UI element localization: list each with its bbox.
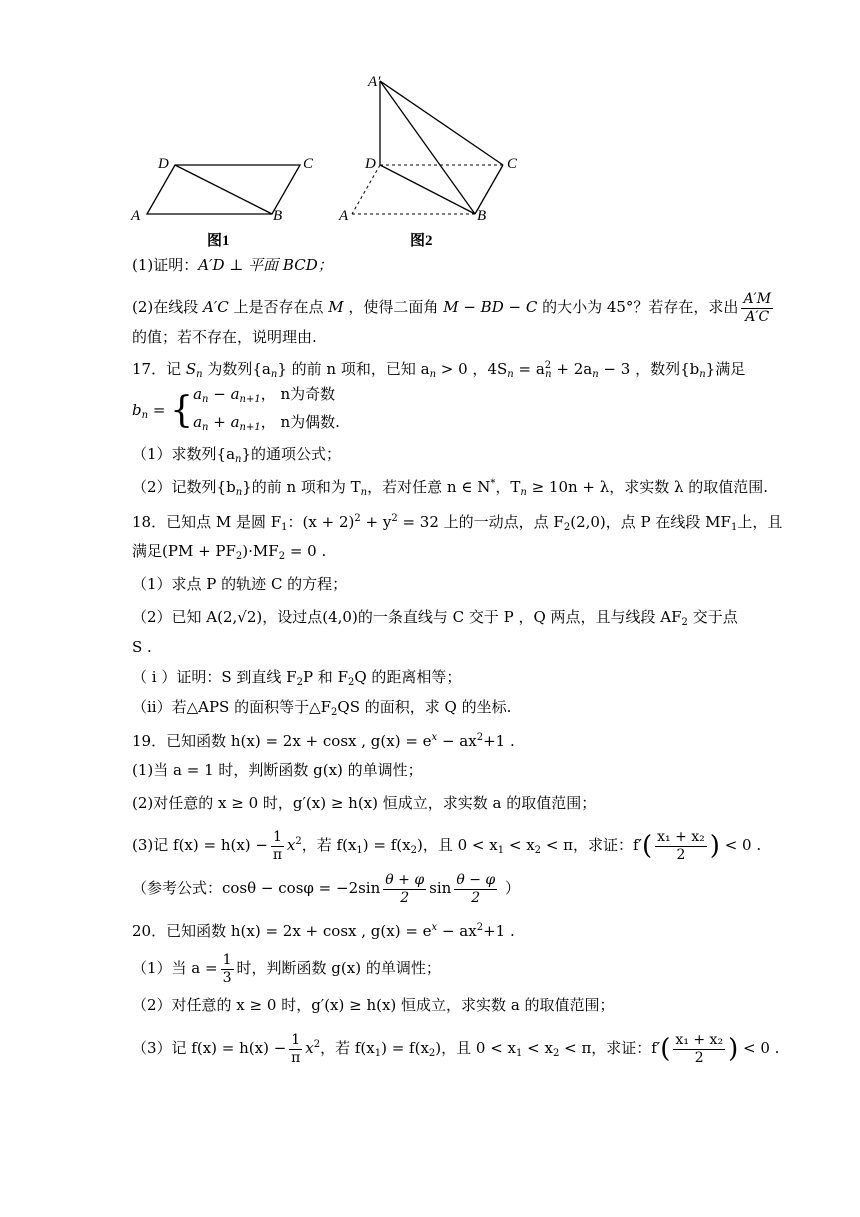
- q18-s-c: + y: [360, 513, 392, 531]
- q18-s2-c: = 0 .: [285, 542, 327, 560]
- q17-part1: （1）求数列$\{a_n\}$的通项公式；: [132, 445, 342, 465]
- q17-s-a: 记: [166, 360, 186, 378]
- q20-p3-e: )，且 0 < x: [435, 1039, 517, 1057]
- q19-ref-c: ）: [500, 879, 520, 897]
- q16-part1-text: (1)证明：: [132, 256, 199, 274]
- q20-part1: [132, 948, 441, 988]
- q17-case1-a: a: [193, 385, 203, 403]
- q16-part1-math: A′D ⊥ 平面 BCD；: [198, 256, 333, 274]
- q20-p1-a: （1）当 a =: [132, 959, 218, 977]
- q20-fn: 1: [222, 951, 232, 968]
- q19-p3-d: ) = f(x: [362, 836, 411, 854]
- q18-s-d: = 32 上的一动点，点 F: [397, 513, 564, 531]
- q18-part2-i: （ i ）证明：S 到直线 $F_2P$ 和 $F_2Q$ 的距离相等；: [132, 668, 462, 688]
- q19-f2d: 2: [676, 846, 686, 863]
- q17-s-g: 4S: [487, 360, 508, 378]
- q20-frac2: $\frac{\text{x₁ + x₂}}{2}$: [675, 1031, 724, 1066]
- fig2-label-d: D: [365, 156, 376, 172]
- q18-ii-b: QS 的面积，求 Q 的坐标.: [337, 698, 512, 716]
- q17-p1: （1）求数列{a: [132, 445, 236, 463]
- q19-frac2: [655, 829, 707, 864]
- q17-s-k: }满足: [705, 360, 746, 378]
- q16-p2-d: M: [328, 298, 344, 316]
- q20-p1-b: 时，判断函数 g(x) 的单调性；: [236, 959, 441, 977]
- q18-s2: 满足(PM + PF: [132, 542, 236, 560]
- q19-f2n: x₁ + x₂: [657, 828, 705, 845]
- fig2-label-a: A: [339, 208, 349, 224]
- q19-s: 已知函数 h(x) = 2x + cosx , g(x) = e: [166, 732, 432, 750]
- q20-frac1: $\frac{1}{\pi}$: [291, 1031, 301, 1066]
- q17-part2: （2）记数列$\{b_n\}$的前 n 项和为 $T_n$，若对任意 n ∈ N*，$T_n \ge 10n + \lambda$，求实数 λ 的取值范围.: [132, 478, 769, 498]
- q19-part2: [132, 792, 596, 814]
- q18-s: 已知点 M 是圆 F: [166, 513, 282, 531]
- q17-s-e: } 的前 n 项和，已知 a: [277, 360, 430, 378]
- q16-p2-b: A′C: [203, 298, 229, 316]
- q17-stem: 17．记 $S_n$ 为数列$\{a_n\}$ 的前 n 项和，已知 $a_n > 0$ ，$4S_n = a^2_n + 2a_n - 3$ ，数列$\{b_n\}$满足: [132, 360, 746, 380]
- q17-s-d: 为数列{a: [202, 360, 271, 378]
- q19-p3-g: < π，求证：f′: [541, 836, 642, 854]
- geometry-figures: [125, 64, 545, 254]
- q17-p2-b: }的前 n 项和为 T: [242, 478, 361, 496]
- q20-p3-h: < 0 .: [738, 1039, 780, 1057]
- q17-p1-b: }的通项公式；: [241, 445, 342, 463]
- q19-part3: (3)记 f(x) = h(x) − $\frac{1}{\pi}$ $x^2$，若 $f(x_1) = f(x_2)$，且 $0 < x_1 < x_2 < \pi$，求证：f′( $\frac{\text{x₁ + x₂}}{2}$ ) < 0 .: [132, 828, 762, 863]
- q19-p3-e: )，且 0 < x: [416, 836, 498, 854]
- q16-part2: [132, 287, 776, 327]
- q19-number: 19．: [132, 732, 167, 750]
- q19-p3-c: ，若 f(x: [301, 836, 357, 854]
- q16-frac-num: A′M: [743, 290, 772, 307]
- q18-ii: （ii）若△APS 的面积等于△F: [132, 698, 332, 716]
- q20-stem: 20．已知函数 h(x) = 2x + cosx , $g(x) = e^x - ax^2+1$ .: [132, 922, 515, 940]
- figure-2: [338, 74, 518, 249]
- q19-s-c: +1 .: [483, 732, 515, 750]
- q20-p3-a: （3）记 f(x) = h(x) −: [132, 1039, 287, 1057]
- q19-rf2d: 2: [471, 889, 481, 906]
- q16-p2-a: (2)在线段: [132, 298, 204, 316]
- q19-frac1: [271, 829, 284, 864]
- q16-part2-cont: [132, 326, 317, 348]
- figure-1: [130, 156, 314, 249]
- q17-cases: $b_n$ = { $a_n - a_{n+1}$， n为奇数 $a_n + a_{n+1}$， n为偶数.: [132, 385, 340, 433]
- q20-p3-c: ，若 f(x: [320, 1039, 375, 1057]
- q17-p2-d: ，T: [495, 478, 521, 496]
- q19-ref-a: （参考公式：cosθ − cosφ = −2sin: [132, 879, 381, 897]
- q17-case1-rest: ， n为奇数: [260, 385, 336, 403]
- q19-stem: 19．已知函数 h(x) = 2x + cosx , $g(x) = e^x - ax^2+1$ .: [132, 732, 515, 750]
- q17-p2: （2）记数列{b: [132, 478, 236, 496]
- q18-part2-cont: [132, 636, 152, 658]
- fig2-label-c: C: [507, 156, 518, 172]
- q17-s-b: S: [185, 360, 197, 378]
- q18-s2-b: )·MF: [242, 542, 279, 560]
- q16-frac-den: A′C: [745, 308, 770, 325]
- q18-number: 18．: [132, 513, 167, 531]
- q18-part1: [132, 573, 347, 595]
- q20-p3-f: < x: [522, 1039, 553, 1057]
- q20-p3-b: x: [305, 1039, 314, 1057]
- q18-p1: （1）求点 P 的轨迹 C 的方程；: [132, 575, 348, 593]
- q19-p2: (2)对任意的 x ≥ 0 时，g′(x) ≥ h(x) 恒成立，求实数 a 的取值范围；: [132, 794, 597, 812]
- q19-f1d: π: [272, 846, 283, 863]
- q16-p2-e: ，使得二面角: [343, 298, 444, 316]
- q18-i: （ i ）证明：S 到直线 F: [132, 668, 297, 686]
- q20-part2: [132, 994, 615, 1016]
- q19-reference: [132, 868, 520, 908]
- q18-s-b: ：(x + 2): [287, 513, 355, 531]
- q18-p2-b: 交于点: [687, 608, 738, 626]
- q18-part2-ii: （ii）若△APS 的面积等于$\triangle F_2QS$ 的面积，求 Q 的坐标.: [132, 698, 512, 718]
- q20-s: 已知函数 h(x) = 2x + cosx , g(x) = e: [166, 922, 432, 940]
- q19-rf1d: 2: [400, 889, 410, 906]
- q19-p3-a: (3)记 f(x) = h(x) −: [132, 836, 268, 854]
- q17-number: 17．: [132, 360, 167, 378]
- q20-s-c: +1 .: [483, 922, 515, 940]
- q16-p2-h: 的值；若不存在，说明理由.: [132, 328, 317, 346]
- q17-s-c: n: [196, 369, 203, 380]
- q19-f1n: 1: [273, 828, 282, 845]
- q19-s-b: − ax: [437, 732, 477, 750]
- fig1-label-b: B: [273, 208, 283, 224]
- q18-s-e: (2,0)，点 P 在线段 MF: [570, 513, 731, 531]
- q18-stem: 18．已知点 M 是圆 $F_1$：$(x + 2)^2 + y^2 = 32$ 上的一动点，点 $F_2(2,0)$，点 P 在线段 $MF_1$上，且: [132, 513, 783, 533]
- q16-part1: [132, 254, 333, 276]
- q20-p3-d: ) = f(x: [381, 1039, 429, 1057]
- fig1-label-c: C: [303, 156, 314, 172]
- fig1-label-d: D: [158, 156, 169, 172]
- q19-p3-h: < 0 .: [719, 836, 762, 854]
- q18-i-c: Q 的距离相等；: [354, 668, 462, 686]
- q17-s-i: + 2a: [551, 360, 593, 378]
- fig2-caption: 图2: [410, 233, 433, 249]
- q19-part1: [132, 759, 423, 781]
- fig1-label-a: A: [131, 208, 141, 224]
- q18-p2-c: S .: [132, 638, 152, 656]
- q17-s-h: = a: [513, 360, 545, 378]
- q20-fd: 3: [222, 969, 232, 986]
- q18-s-f: 上，且: [737, 513, 783, 531]
- q18-p2: （2）已知 A(2,√2)，设过点(4,0)的一条直线与 C 交于 P ，Q 两点，且与线段 AF: [132, 608, 682, 626]
- q20-part3: （3）记 f(x) = h(x) − $\frac{1}{\pi}$ $x^2$，若 $f(x_1) = f(x_2)$，且 $0 < x_1 < x_2 < \pi$，求证：f′( $\frac{\text{x₁ + x₂}}{2}$ ) < 0 .: [132, 1031, 780, 1066]
- q19-rf2n: θ − φ: [456, 871, 496, 888]
- fig2-label-a-prime: A′: [368, 74, 381, 90]
- q19-ref-b: sin: [429, 879, 452, 897]
- q20-s-b: − ax: [437, 922, 477, 940]
- q16-p2-g: 的大小为 45°？若存在，求出: [537, 298, 739, 316]
- q16-p2-f: M − BD − C: [443, 298, 538, 316]
- q20-frac: [221, 952, 234, 987]
- q19-p1: (1)当 a = 1 时，判断函数 g(x) 的单调性；: [132, 761, 423, 779]
- q20-p2: （2）对任意的 x ≥ 0 时，g′(x) ≥ h(x) 恒成立，求实数 a 的取值范围；: [132, 996, 615, 1014]
- q16-p2-c: 上是否存在点: [228, 298, 329, 316]
- fig1-caption: 图1: [207, 233, 230, 249]
- q19-ref-frac1: [383, 872, 426, 907]
- q18-part2: （2）已知 A(2,√2)，设过点(4,0)的一条直线与 C 交于 P ，Q 两点，且与线段 $AF_2$ 交于点: [132, 608, 738, 628]
- q17-s-j: − 3 ，数列{b: [598, 360, 700, 378]
- q20-p3-g: < π，求证：f′: [559, 1039, 661, 1057]
- q18-i-b: P 和 F: [302, 668, 348, 686]
- q18-stem2: 满足$(PM + PF_2)\cdot MF_2 = 0$ .: [132, 542, 327, 562]
- q19-rf1n: θ + φ: [385, 871, 425, 888]
- q17-case2-rest: ， n为偶数: [260, 413, 336, 431]
- q17-p2-c: ，若对任意 n ∈ N: [367, 478, 491, 496]
- q16-ratio-fraction: [741, 291, 773, 326]
- q17-s-f: > 0 ，: [436, 360, 488, 378]
- q19-ref-frac2: [454, 872, 497, 907]
- q17-p2-e: ≥ 10n + λ，求实数 λ 的取值范围.: [526, 478, 769, 496]
- q20-number: 20．: [132, 922, 167, 940]
- q19-p3-f: < x: [504, 836, 535, 854]
- fig2-label-b: B: [477, 208, 487, 224]
- q19-p3-b: x: [286, 836, 296, 854]
